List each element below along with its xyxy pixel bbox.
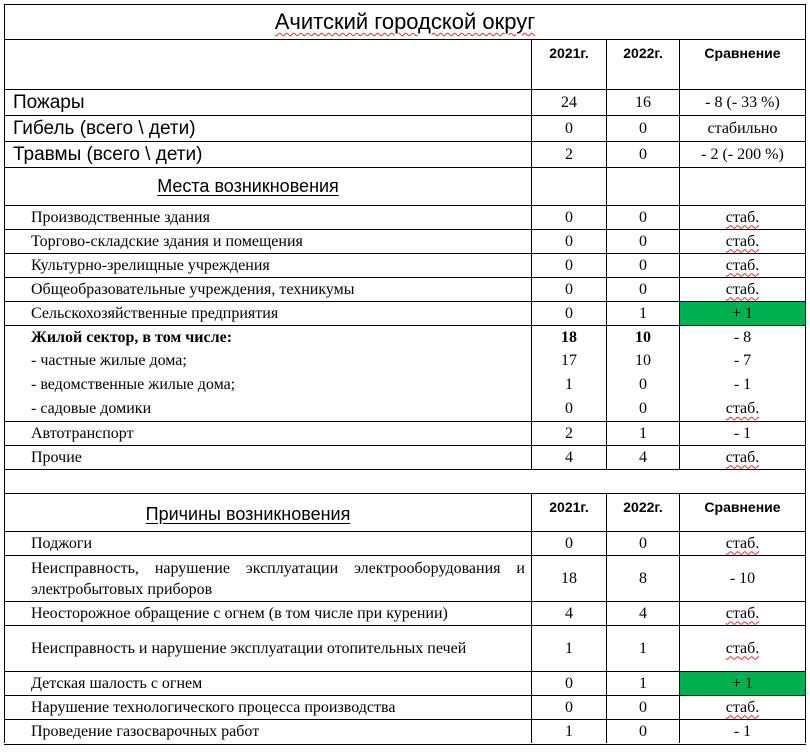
causes-header-comparison: Сравнение <box>679 493 806 531</box>
comparison-cell <box>679 695 806 719</box>
table-row <box>4 229 806 253</box>
value-2021: 4 <box>531 601 606 625</box>
header-comparison: Сравнение <box>679 39 806 89</box>
value-2021: 24 <box>531 89 606 115</box>
row-label-cell <box>4 349 531 373</box>
row-label: Травмы (всего \ дети) <box>13 143 203 165</box>
table-bottom-border <box>4 744 806 745</box>
value-2022: 0 <box>606 115 679 141</box>
row-label-cell <box>4 671 531 695</box>
value-2021: 2 <box>531 421 606 445</box>
value-2021: 0 <box>531 115 606 141</box>
table-row <box>4 373 806 397</box>
row-label: Пожары <box>13 91 85 113</box>
value-2022: 0 <box>606 373 679 397</box>
comparison-value: - 10 <box>729 569 756 587</box>
row-label-cell <box>4 695 531 719</box>
row-label-cell <box>4 277 531 301</box>
header-2021: 2021г. <box>531 39 606 89</box>
table-row <box>4 601 806 625</box>
comparison-value: - 1 <box>733 722 752 740</box>
value-2021: 4 <box>531 445 606 469</box>
comparison-cell <box>679 373 806 397</box>
value-2022: 0 <box>606 719 679 743</box>
value-2022: 10 <box>606 349 679 373</box>
comparison-value: стаб. <box>725 534 760 552</box>
fire-statistics-table <box>4 4 806 743</box>
comparison-value: стаб. <box>725 448 760 466</box>
row-label: Гибель (всего \ дети) <box>13 117 196 139</box>
value-2022: 0 <box>606 229 679 253</box>
comparison-cell <box>679 421 806 445</box>
value-2021: 0 <box>531 671 606 695</box>
comparison-cell <box>679 719 806 743</box>
table-row <box>4 349 806 373</box>
row-label: Производственные здания <box>31 208 210 226</box>
row-label: Неисправность и нарушение эксплуатации отопительных печей <box>31 640 467 657</box>
row-label-cell <box>4 115 531 141</box>
row-label: Жилой сектор, в том числе: <box>31 328 233 346</box>
value-2021: 18 <box>531 555 606 601</box>
row-label-cell <box>4 325 531 349</box>
row-label-cell <box>4 205 531 229</box>
row-label-cell <box>4 373 531 397</box>
comparison-value: стаб. <box>725 232 760 250</box>
row-label-cell <box>4 229 531 253</box>
table-row <box>4 301 806 325</box>
comparison-cell <box>679 277 806 301</box>
row-label: Неисправность, нарушение эксплуатации электрооборудования и электробытовых приборов <box>31 559 525 598</box>
comparison-value: - 1 <box>733 424 752 442</box>
comparison-cell <box>679 141 806 167</box>
row-label: Нарушение технологического процесса производства <box>31 698 396 716</box>
table-row <box>4 205 806 229</box>
value-2022: 4 <box>606 601 679 625</box>
places-title: Места возникновения <box>157 176 339 196</box>
places-section <box>4 205 806 469</box>
table-row <box>4 89 806 115</box>
value-2021: 0 <box>531 397 606 421</box>
value-2021: 0 <box>531 229 606 253</box>
causes-title: Причины возникновения <box>145 504 351 524</box>
row-label: Неосторожное обращение с огнем (в том числе при курении) <box>31 604 448 622</box>
comparison-value: - 8 (- 33 %) <box>705 93 780 111</box>
comparison-value: + 1 <box>731 674 754 692</box>
value-2021: 0 <box>531 301 606 325</box>
row-label: - ведомственные жилые дома; <box>31 376 236 393</box>
comparison-value: + 1 <box>731 304 754 322</box>
row-label-cell <box>4 445 531 469</box>
value-2021: 1 <box>531 625 606 671</box>
table-row <box>4 277 806 301</box>
comparison-cell <box>679 445 806 469</box>
row-label-cell <box>4 421 531 445</box>
header-row <box>4 39 806 89</box>
comparison-value: стабильно <box>707 119 778 137</box>
comparison-cell <box>679 205 806 229</box>
value-2022: 0 <box>606 695 679 719</box>
row-label-cell <box>4 719 531 743</box>
comparison-value: - 7 <box>733 352 752 369</box>
value-2021: 17 <box>531 349 606 373</box>
header-empty-cell <box>4 39 531 89</box>
row-label: Общеобразовательные учреждения, техникумы <box>31 280 355 298</box>
value-2021: 0 <box>531 253 606 277</box>
table-row <box>4 719 806 743</box>
table-row <box>4 625 806 671</box>
causes-section <box>4 531 806 743</box>
comparison-value: стаб. <box>725 698 760 716</box>
value-2021: 0 <box>531 277 606 301</box>
row-label-cell <box>4 555 531 601</box>
value-2022: 0 <box>606 205 679 229</box>
causes-header-row <box>4 493 806 531</box>
comparison-cell <box>679 301 806 325</box>
row-label-cell <box>4 601 531 625</box>
row-label: Прочие <box>31 448 82 466</box>
row-label: Торгово-складские здания и помещения <box>31 232 303 250</box>
value-2022: 1 <box>606 301 679 325</box>
row-label-cell <box>4 253 531 277</box>
value-2021: 0 <box>531 531 606 555</box>
comparison-value: - 1 <box>733 376 752 393</box>
comparison-cell <box>679 115 806 141</box>
value-2021: 2 <box>531 141 606 167</box>
causes-header-2022: 2022г. <box>606 493 679 531</box>
comparison-cell <box>679 325 806 349</box>
value-2021: 0 <box>531 695 606 719</box>
table-row <box>4 141 806 167</box>
comparison-cell <box>679 349 806 373</box>
table-row <box>4 445 806 469</box>
places-title-row <box>4 167 806 205</box>
table-row <box>4 253 806 277</box>
comparison-cell <box>679 555 806 601</box>
table-row <box>4 397 806 421</box>
value-2021: 1 <box>531 373 606 397</box>
row-label: Культурно-зрелищные учреждения <box>31 256 270 274</box>
value-2022: 1 <box>606 671 679 695</box>
district-name: Ачитский городской округ <box>274 9 536 34</box>
value-2022: 4 <box>606 445 679 469</box>
table-row <box>4 325 806 349</box>
table-row <box>4 421 806 445</box>
value-2022: 0 <box>606 277 679 301</box>
row-label-cell <box>4 141 531 167</box>
table-title <box>4 4 806 39</box>
row-label-cell <box>4 531 531 555</box>
table-row <box>4 555 806 601</box>
value-2022: 0 <box>606 253 679 277</box>
value-2022: 10 <box>606 325 679 349</box>
value-2021: 0 <box>531 205 606 229</box>
value-2022: 16 <box>606 89 679 115</box>
row-label-cell <box>4 301 531 325</box>
row-label: Автотранспорт <box>31 424 134 442</box>
spacer-row <box>4 469 806 493</box>
table-row <box>4 531 806 555</box>
value-2022: 0 <box>606 141 679 167</box>
summary-section <box>4 89 806 167</box>
comparison-cell <box>679 601 806 625</box>
comparison-value: стаб. <box>725 256 760 274</box>
row-label: Проведение газосварочных работ <box>31 722 260 740</box>
comparison-value: стаб. <box>725 208 760 226</box>
causes-header-2021: 2021г. <box>531 493 606 531</box>
comparison-cell <box>679 671 806 695</box>
comparison-value: - 2 (- 200 %) <box>701 145 784 163</box>
value-2021: 18 <box>531 325 606 349</box>
row-label-cell <box>4 397 531 421</box>
value-2022: 0 <box>606 531 679 555</box>
row-label-cell <box>4 89 531 115</box>
comparison-value: стаб. <box>725 639 760 657</box>
row-label: Детская шалость с огнем <box>31 674 203 692</box>
header-2022: 2022г. <box>606 39 679 89</box>
value-2022: 0 <box>606 397 679 421</box>
row-label: Поджоги <box>31 534 93 552</box>
value-2022: 8 <box>606 555 679 601</box>
table-row <box>4 671 806 695</box>
row-label-cell <box>4 625 531 671</box>
row-label: - садовые домики <box>31 400 152 417</box>
comparison-cell <box>679 531 806 555</box>
comparison-cell <box>679 253 806 277</box>
row-label: Сельскохозяйственные предприятия <box>31 304 279 322</box>
comparison-cell <box>679 89 806 115</box>
value-2021: 1 <box>531 719 606 743</box>
value-2022: 1 <box>606 421 679 445</box>
comparison-value: стаб. <box>725 280 760 298</box>
table-row <box>4 695 806 719</box>
comparison-value: стаб. <box>725 604 760 622</box>
comparison-cell <box>679 229 806 253</box>
comparison-cell <box>679 397 806 421</box>
row-label: - частные жилые дома; <box>31 352 187 369</box>
value-2022: 1 <box>606 625 679 671</box>
comparison-value: - 8 <box>733 328 752 346</box>
comparison-cell <box>679 625 806 671</box>
table-row <box>4 115 806 141</box>
comparison-value: стаб. <box>725 400 760 417</box>
